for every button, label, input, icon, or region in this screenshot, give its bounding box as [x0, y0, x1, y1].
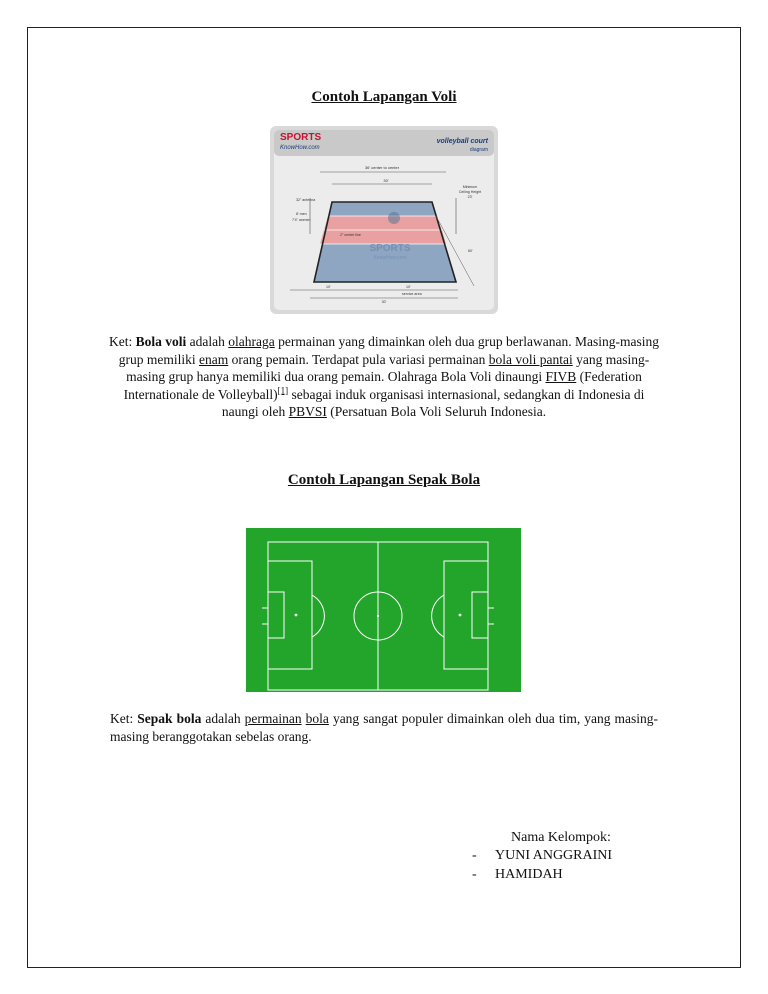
logo-text: SPORTS: [280, 132, 322, 143]
svg-text:Minimum: Minimum: [462, 185, 478, 189]
volleyball-court-diagram: [270, 126, 498, 314]
link-fivb[interactable]: FIVB: [545, 369, 577, 384]
link-bola-voli-pantai[interactable]: bola voli pantai: [488, 351, 573, 367]
svg-text:32" antenna: 32" antenna: [296, 198, 316, 202]
svg-text:Ceiling Height: Ceiling Height: [458, 190, 482, 194]
svg-text:7'4" women: 7'4" women: [292, 218, 311, 222]
ket-label: Ket:: [109, 334, 136, 349]
soccer-title: Contoh Lapangan Sepak Bola: [287, 472, 481, 488]
term-bola-voli: Bola voli: [135, 334, 187, 349]
member-dash: -: [472, 848, 477, 863]
group-heading: Nama Kelompok:: [511, 830, 611, 845]
link-enam[interactable]: enam: [199, 351, 229, 367]
svg-text:10': 10': [326, 285, 331, 289]
diagram-title: volleyball court: [436, 138, 488, 145]
diagram-subtitle: diagram: [469, 147, 488, 153]
soccer-field-image: [246, 528, 521, 692]
volley-description: Ket: Bola voli adalah olahraga permainan yang dimainkan oleh dua grup berlawanan. Masing-masing grup memiliki enam orang pemain. Terdapat pula variasi permainan bola voli pantai yang masing-masing grup hanya memiliki dua orang pemain. Olahraga Bola Voli dinaungi FIVB (Federation Internationale de Volleyball)[1] sebagai induk organisasi internasional, sedangkan di Indonesia di naungi oleh PBVSI (Persatuan Bola Voli Seluruh Indonesia.: [109, 334, 659, 419]
soccer-field-diagram: [246, 528, 521, 692]
svg-text:10': 10': [406, 285, 411, 289]
member-dash: -: [472, 867, 477, 882]
member-name: YUNI ANGGRAINI: [495, 848, 613, 863]
svg-text:KnowHow.com: KnowHow.com: [373, 255, 407, 261]
link-permainan[interactable]: permainan: [244, 711, 302, 726]
volley-title: Contoh Lapangan Voli: [311, 89, 457, 105]
svg-text:SPORTS: SPORTS: [369, 243, 411, 254]
member-name: HAMIDAH: [495, 867, 563, 882]
link-bola[interactable]: bola: [305, 711, 329, 726]
footnote-ref[interactable]: [1]: [277, 385, 289, 395]
svg-text:30': 30': [383, 178, 389, 183]
link-olahraga[interactable]: olahraga: [228, 334, 275, 349]
svg-text:service area: service area: [402, 292, 422, 296]
link-pbvsi[interactable]: PBVSI: [288, 404, 327, 419]
svg-text:2" center line: 2" center line: [340, 233, 361, 237]
logo-subtext: KnowHow.com: [280, 145, 320, 151]
term-sepak-bola: Sepak bola: [137, 711, 202, 726]
svg-text:23': 23': [467, 195, 473, 199]
volleyball-court-image: [270, 126, 498, 314]
soccer-description: Ket: Sepak bola adalah permainan bola yang sangat populer dimainkan oleh dua tim, yang masing-masing beranggotakan sebelas orang.: [110, 711, 658, 744]
svg-text:60': 60': [468, 249, 473, 253]
svg-text:30': 30': [381, 300, 387, 304]
ket-label: Ket:: [110, 711, 138, 726]
svg-text:8' men: 8' men: [296, 212, 307, 216]
svg-text:36' center to center: 36' center to center: [364, 165, 400, 170]
